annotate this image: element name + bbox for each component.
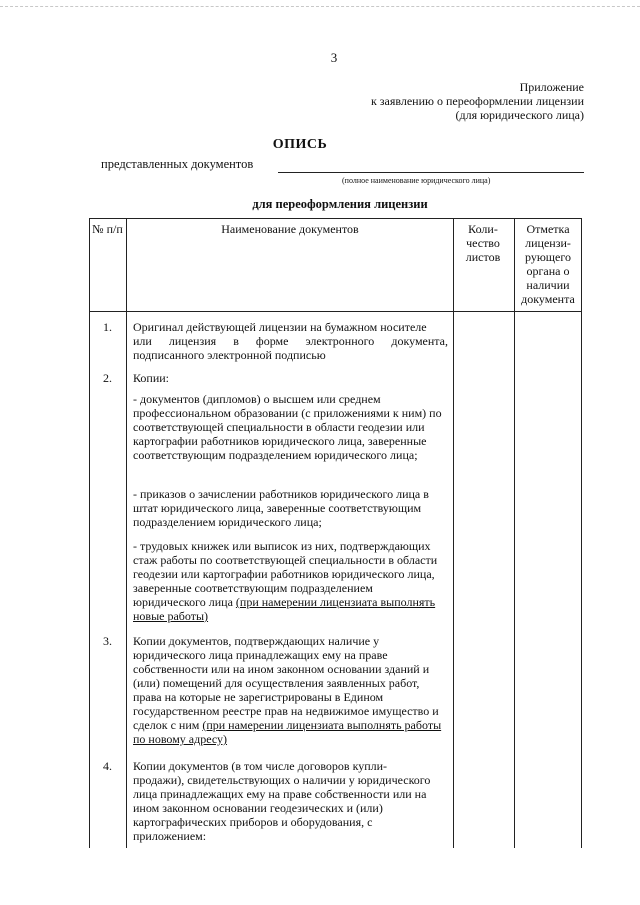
row-2-paragraph-3-note: (при намерении лицензиата выполнять новые работы) <box>133 595 436 623</box>
table-column-divider <box>126 218 127 848</box>
appendix-note <box>371 80 584 122</box>
scan-top-edge <box>0 6 640 8</box>
table-header-divider <box>89 311 582 312</box>
header-mark: Отметка лицензи-рующего органа о наличии документа <box>521 222 575 306</box>
page-number: 3 <box>330 50 338 65</box>
row-3-text <box>133 634 445 746</box>
header-name: Наименование документов <box>221 222 359 236</box>
row-1-line-2: или лицензия в форме электронного документа, <box>133 334 448 348</box>
table-border-top <box>89 218 582 219</box>
table-border-right <box>581 218 582 848</box>
row-4-number: 4. <box>103 759 112 773</box>
header-num: № п/п <box>92 222 123 236</box>
row-2-number: 2. <box>103 371 112 385</box>
row-2-paragraph-2: - приказов о зачислении работников юридического лица в штат юридического лица, заверенные соответствующим подразделением юридического лица; <box>133 487 429 529</box>
table-column-divider <box>453 218 454 848</box>
organization-name-hint: (полное наименование юридического лица) <box>342 176 491 185</box>
row-1-number: 1. <box>103 320 112 334</box>
row-2-paragraph-3-text: - трудовых книжек или выписок из них, подтверждающих стаж работы по соответствующей специальности в области геодезии или картографии работников юридического лица, заверенные соответствующим подразделением юридического лица <box>133 539 438 609</box>
row-2-intro: Копии: <box>133 371 170 385</box>
row-3-note: (при намерении лицензиата выполнять работы по новому адресу) <box>133 718 442 746</box>
row-3-main-text: Копии документов, подтверждающих наличие у юридического лица принадлежащих ему на праве собственности или на ином законном основании зданий и (или) помещений для осуществления заявленных работ, права на которые не зарегистрированы в Едином государственном реестре прав на недвижимое имущество и сделок с ним <box>133 634 439 732</box>
row-4-text: Копии документов (в том числе договоров купли-продажи), свидетельствующих о наличии у юридического лица принадлежащих ему на праве собственности или на ином законном основании геодезических и (или) картографических приборов и оборудования, с приложением: <box>133 759 431 843</box>
row-1-line-1: Оригинал действующей лицензии на бумажном носителе <box>133 320 427 334</box>
appendix-line-2: к заявлению о переоформлении лицензии <box>370 94 584 108</box>
appendix-line-1: Приложение <box>519 80 584 94</box>
document-title: ОПИСЬ <box>272 137 328 152</box>
appendix-line-3: (для юридического лица) <box>455 108 584 122</box>
header-count: Коли-чество листов <box>465 222 501 264</box>
row-1-text <box>133 320 448 362</box>
row-2-paragraph-3 <box>133 539 445 623</box>
row-3-number: 3. <box>103 634 112 648</box>
documents-table-grid <box>89 218 582 848</box>
table-border-left <box>89 218 90 848</box>
row-1-line-3: подписанного электронной подписью <box>133 348 326 362</box>
organization-name-line <box>278 172 584 173</box>
row-2-paragraph-1: - документов (дипломов) о высшем или среднем профессиональном образовании (с приложениями к ним) по соответствующей специальности в области геодезии или картографии работников юридического лица, заверенные соответствующим подразделением юридического лица; <box>133 392 442 462</box>
table-column-divider <box>514 218 515 848</box>
document-subtitle: для переоформления лицензии <box>252 197 428 211</box>
presented-documents-label: представленных документов <box>101 157 254 171</box>
